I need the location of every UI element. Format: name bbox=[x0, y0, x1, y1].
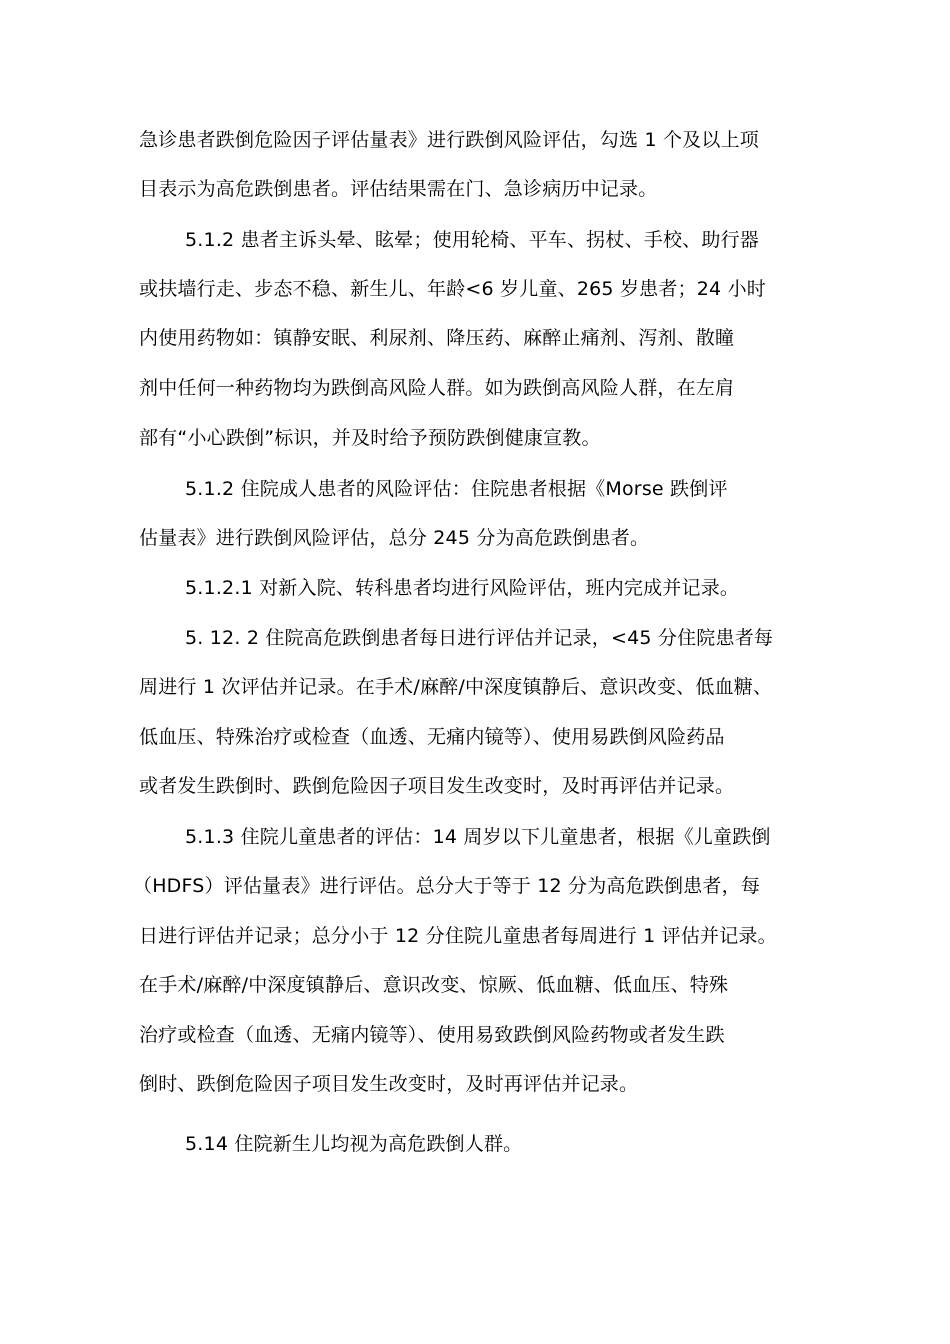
text-line: 治疗或检查（血透、无痛内镜等）、使用易致跌倒风险药物或者发生跌 bbox=[139, 1024, 725, 1046]
text-line: 或者发生跌倒时、跌倒危险因子项目发生改变时，及时再评估并记录。 bbox=[139, 775, 735, 797]
text-line: 倒时、跌倒危险因子项目发生改变时，及时再评估并记录。 bbox=[139, 1073, 639, 1095]
text-line: 5.1.2.1 对新入院、转科患者均进行风险评估，班内完成并记录。 bbox=[185, 577, 740, 599]
text-line: （HDFS）评估量表》进行评估。总分大于等于 12 分为高危跌倒患者，每 bbox=[133, 875, 761, 897]
text-line: 日进行评估并记录；总分小于 12 分住院儿童患者每周进行 1 评估并记录。 bbox=[139, 925, 777, 947]
text-line: 剂中任何一种药物均为跌倒高风险人群。如为跌倒高风险人群，在左肩 bbox=[139, 377, 735, 399]
text-line: 部有“小心跌倒”标识，并及时给予预防跌倒健康宣教。 bbox=[139, 427, 601, 449]
text-line: 5.1.2 住院成人患者的风险评估：住院患者根据《Morse 跌倒评 bbox=[185, 478, 728, 500]
text-line: 低血压、特殊治疗或检查（血透、无痛内镜等）、使用易跌倒风险药品 bbox=[139, 726, 725, 748]
text-line: 目表示为高危跌倒患者。评估结果需在门、急诊病历中记录。 bbox=[139, 178, 658, 200]
text-line: 5.1.2 患者主诉头晕、眩晕；使用轮椅、平车、拐杖、手校、助行器 bbox=[185, 229, 759, 251]
text-line: 5.1.3 住院儿童患者的评估：14 周岁以下儿童患者，根据《儿童跌倒 bbox=[185, 826, 771, 848]
text-line: 周进行 1 次评估并记录。在手术/麻醉/中深度镇静后、意识改变、低血糖、 bbox=[139, 676, 773, 698]
text-line: 5.14 住院新生儿均视为高危跌倒人群。 bbox=[185, 1133, 523, 1155]
text-line: 5. 12. 2 住院高危跌倒患者每日进行评估并记录，<45 分住院患者每 bbox=[185, 627, 774, 649]
text-line: 或扶墙行走、步态不稳、新生儿、年龄<6 岁儿童、265 岁患者；24 小时 bbox=[139, 278, 766, 300]
text-line: 估量表》进行跌倒风险评估，总分 245 分为高危跌倒患者。 bbox=[139, 527, 650, 549]
text-line: 在手术/麻醉/中深度镇静后、意识改变、惊厥、低血糖、低血压、特殊 bbox=[139, 974, 729, 996]
text-line: 内使用药物如：镇静安眠、利尿剂、降压药、麻醉止痛剂、泻剂、散瞳 bbox=[139, 327, 735, 349]
text-line: 急诊患者跌倒危险因子评估量表》进行跌倒风险评估，勾选 1 个及以上项 bbox=[139, 129, 759, 151]
